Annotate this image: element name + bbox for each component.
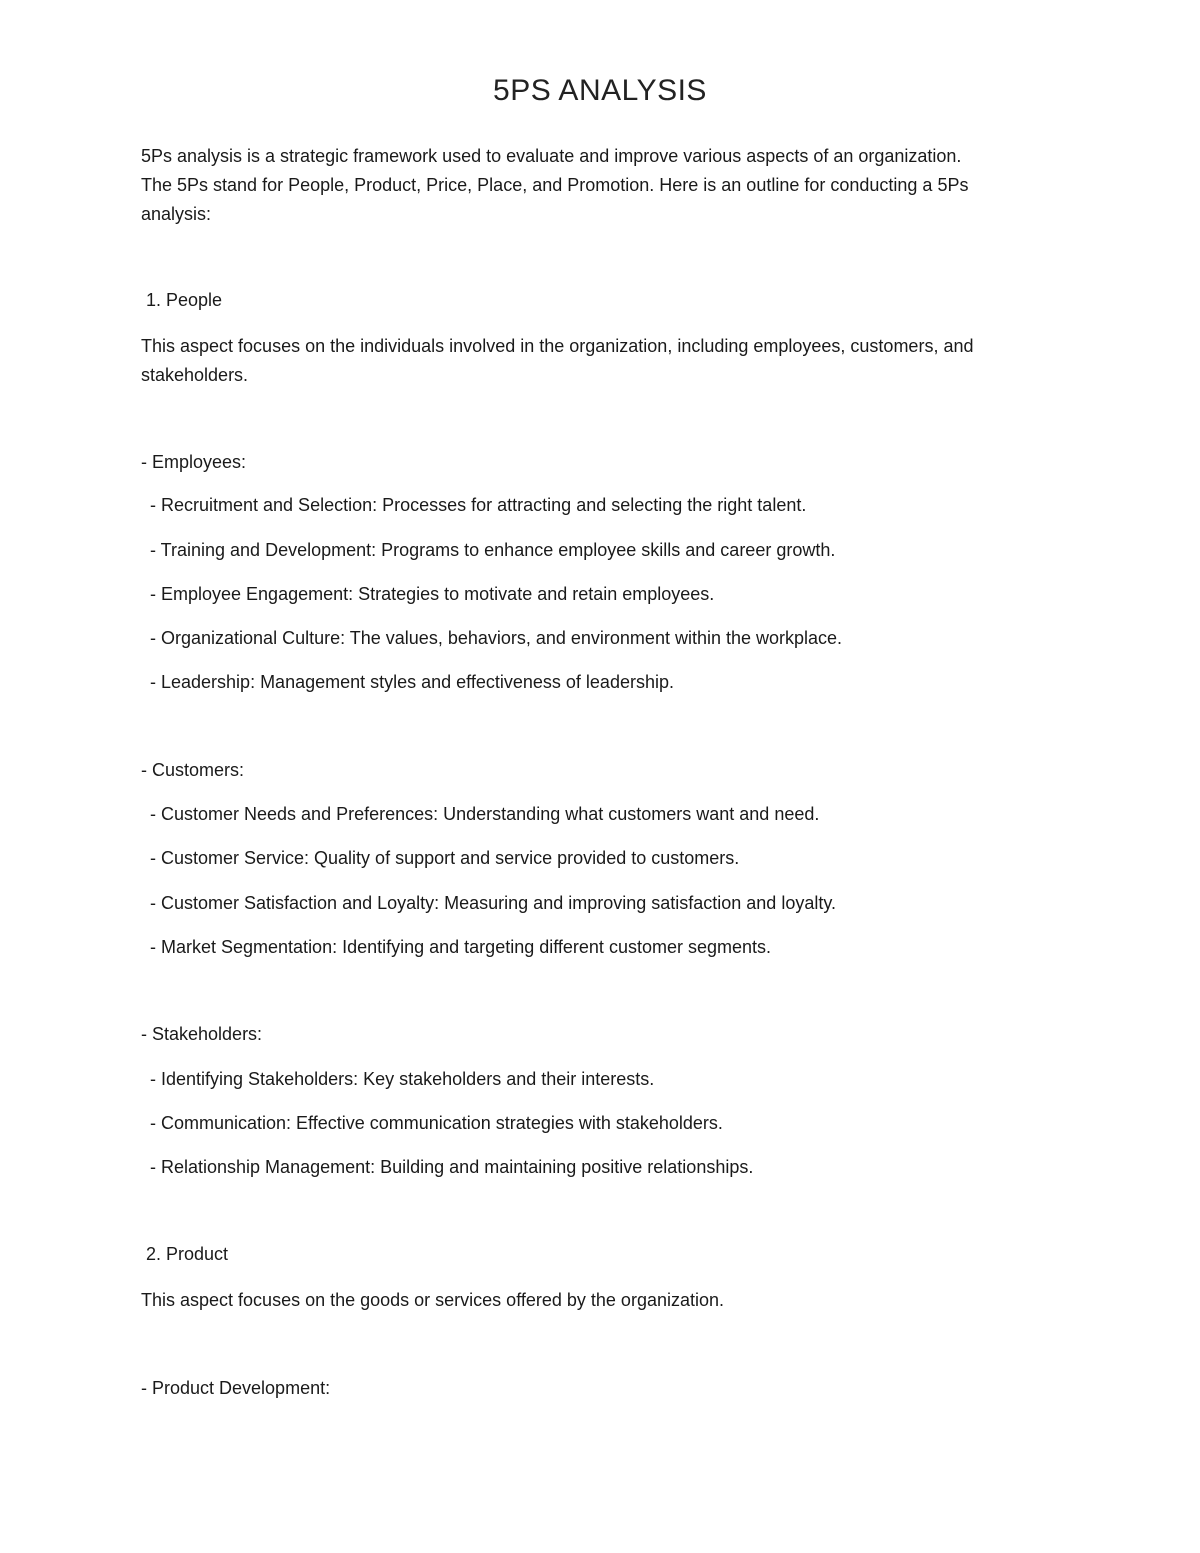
people-description-line-1: This aspect focuses on the individuals involved in the organization, including employees, customers, and — [141, 336, 974, 356]
stakeholders-label: - Stakeholders: — [141, 1024, 263, 1044]
intro-line-2: The 5Ps stand for People, Product, Price, Place, and Promotion. Here is an outline for conducting a 5Ps — [141, 175, 969, 195]
customers-item: - Market Segmentation: Identifying and targeting different customer segments. — [150, 937, 771, 957]
employees-item: - Leadership: Management styles and effectiveness of leadership. — [150, 672, 674, 692]
product-description: This aspect focuses on the goods or services offered by the organization. — [141, 1290, 725, 1310]
stakeholders-item: - Relationship Management: Building and maintaining positive relationships. — [150, 1157, 754, 1177]
intro-line-3: analysis: — [141, 204, 212, 224]
customers-item: - Customer Needs and Preferences: Understanding what customers want and need. — [150, 804, 820, 824]
customers-label: - Customers: — [141, 760, 245, 780]
employees-item: - Employee Engagement: Strategies to motivate and retain employees. — [150, 584, 715, 604]
section-heading-people: 1. People — [146, 290, 223, 310]
people-description-line-2: stakeholders. — [141, 365, 249, 385]
page-title: 5PS ANALYSIS — [493, 74, 707, 107]
customers-item: - Customer Satisfaction and Loyalty: Measuring and improving satisfaction and loyalty. — [150, 893, 837, 913]
intro-line-1: 5Ps analysis is a strategic framework used to evaluate and improve various aspects of an organization. — [141, 146, 962, 166]
stakeholders-item: - Identifying Stakeholders: Key stakeholders and their interests. — [150, 1069, 655, 1089]
employees-label: - Employees: — [141, 452, 247, 472]
employees-item: - Recruitment and Selection: Processes for attracting and selecting the right talent. — [150, 495, 807, 515]
employees-item: - Organizational Culture: The values, behaviors, and environment within the workplace. — [150, 628, 843, 648]
employees-item: - Training and Development: Programs to enhance employee skills and career growth. — [150, 540, 836, 560]
product-development-label: - Product Development: — [141, 1378, 331, 1398]
stakeholders-item: - Communication: Effective communication strategies with stakeholders. — [150, 1113, 723, 1133]
section-heading-product: 2. Product — [146, 1244, 229, 1264]
customers-item: - Customer Service: Quality of support and service provided to customers. — [150, 848, 740, 868]
